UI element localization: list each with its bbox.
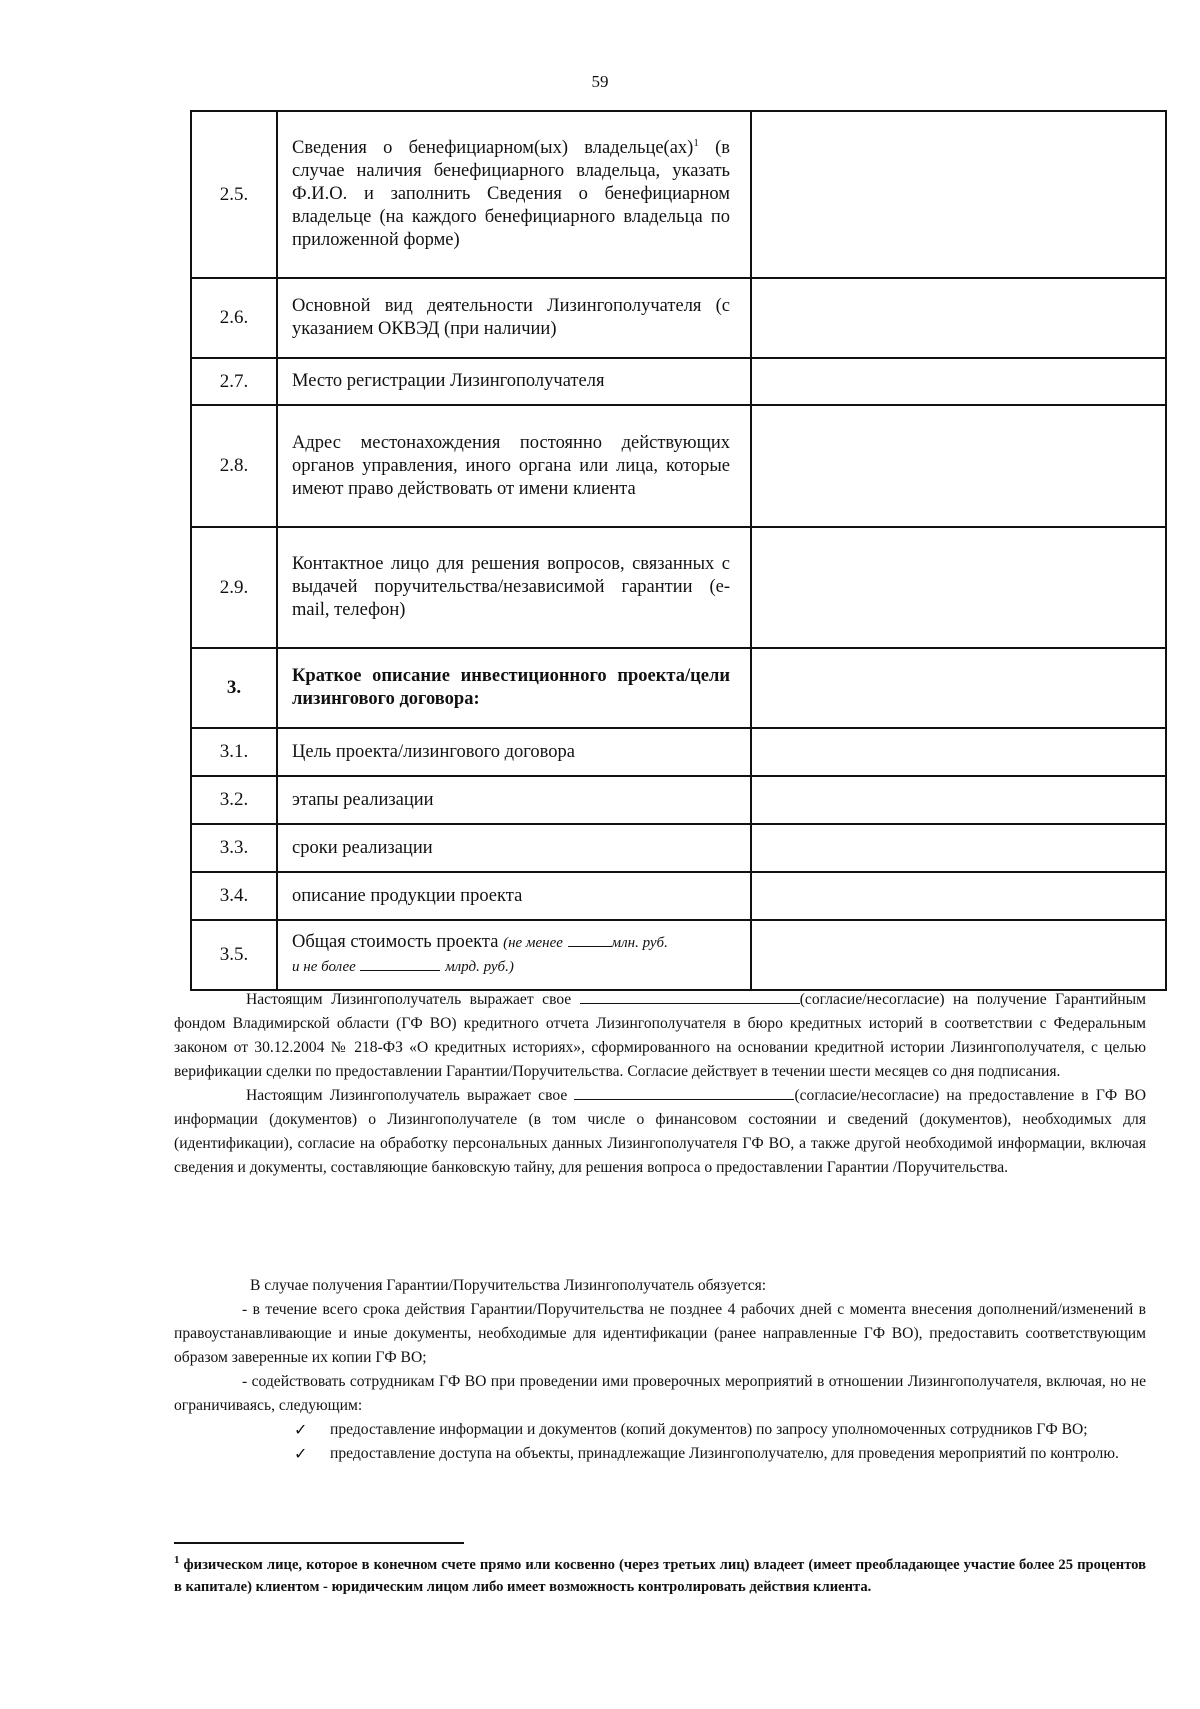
row-label: Адрес местонахождения постоянно действующих органов управления, иного органа или лица, которые имеют право действовать от имени клиента: [277, 405, 751, 527]
amount-blank[interactable]: [568, 932, 612, 947]
consent-paragraph-2: Настоящим Лизингополучатель выражает свое (согласие/несогласие) на предоставление в ГФ ВО информации (документов) о Лизингополучателе (в том числе о финансовом состоянии и сведений (документов), необходимых для (идентификации), согласие на обработку персональных данных Лизингополучателя ГФ ВО, а также другой необходимой информации, включая сведения и документы, составляющие банковскую тайну, для решения вопроса о предоставлении Гарантии /Поручительства.: [174, 1087, 1146, 1176]
checkmark-icon: ✓: [294, 1444, 308, 1463]
row-value-field[interactable]: [751, 278, 1166, 358]
amount-blank[interactable]: [360, 956, 440, 971]
table-row: [191, 111, 1166, 278]
row-number: 3.2.: [191, 776, 277, 824]
table-row: [191, 358, 1166, 405]
footnote: $^1$ физическом лице, которое в конечном счете прямо или косвенно (через третьих лиц) владеет (имеет преобладающее участие более 25 процентов в капитале) клиентом - юридическим лицом либо имеет возможность контролировать действия клиента.: [174, 1554, 1146, 1595]
row-number: 2.8.: [191, 405, 277, 527]
row-value-field[interactable]: [751, 872, 1166, 920]
row-label: Общая стоимость проекта (не менее млн. руб. и не более млрд. руб.): [277, 920, 751, 990]
row-number: 2.5.: [191, 111, 277, 278]
application-table: [190, 110, 1167, 991]
row-label: Контактное лицо для решения вопросов, связанных с выдачей поручительства/независимой гарантии (e-mail, телефон): [277, 527, 751, 648]
row-value-field[interactable]: [751, 776, 1166, 824]
row-label: Сведения о бенефициарном(ых) владельце(ах)$^1$ (в случае наличия бенефициарного владельца, указать Ф.И.О. и заполнить Сведения о бенефициарном владельце (на каждого бенефициарного владельца по приложенной форме): [277, 111, 751, 278]
row-label: Цель проекта/лизингового договора: [277, 728, 751, 776]
row-value-field[interactable]: [751, 405, 1166, 527]
row-label: описание продукции проекта: [277, 872, 751, 920]
row-number: 3.5.: [191, 920, 277, 990]
row-label: сроки реализации: [277, 824, 751, 872]
table-row: [191, 920, 1166, 990]
row-number: 2.9.: [191, 527, 277, 648]
row-value-field[interactable]: [751, 824, 1166, 872]
row-value-field[interactable]: [751, 728, 1166, 776]
obligations-intro: В случае получения Гарантии/Поручительства Лизингополучатель обязуется:: [250, 1277, 767, 1294]
consent-choice-blank[interactable]: [580, 989, 800, 1004]
obligation-item: - в течение всего срока действия Гарантии/Поручительства не позднее 4 рабочих дней с момента внесения дополнений/изменений в правоустанавливающие и иные документы, необходимые для идентификации (ранее направленные ГФ ВО), предоставить соответствующим образом заверенные их копии ГФ ВО;: [174, 1301, 1146, 1366]
obligations-section: [174, 1274, 1146, 1466]
obligation-item: - содействовать сотрудникам ГФ ВО при проведении ими проверочных мероприятий в отношении Лизингополучателя, включая, но не ограничиваясь, следующим:: [174, 1373, 1146, 1414]
consent-paragraph-1: Настоящим Лизингополучатель выражает свое (согласие/несогласие) на получение Гарантийным фондом Владимирской области (ГФ ВО) кредитного отчета Лизингополучателя в бюро кредитных историй в соответствии с Федеральным законом от 30.12.2004 № 218-ФЗ «О кредитных историях», сформированного на основании кредитной истории Лизингополучателя, с целью верификации сделки по предоставлении Гарантии/Поручительства. Согласие действует в течении шести месяцев со дня подписания.: [174, 991, 1146, 1080]
table-row: [191, 776, 1166, 824]
footnote-marker: 1: [174, 1554, 180, 1567]
checkmark-icon: ✓: [294, 1420, 308, 1439]
row-value-field[interactable]: [751, 527, 1166, 648]
consent-section: [174, 988, 1146, 1180]
section-heading: Краткое описание инвестиционного проекта/цели лизингового договора:: [277, 648, 751, 728]
row-number: 3.: [191, 648, 277, 728]
table-row: [191, 278, 1166, 358]
table-row: [191, 527, 1166, 648]
row-number: 2.7.: [191, 358, 277, 405]
row-label: этапы реализации: [277, 776, 751, 824]
row-value-field[interactable]: [751, 648, 1166, 728]
check-list-item: ✓ предоставление информации и документов (копий документов) по запросу уполномоченных сотрудников ГФ ВО;: [294, 1418, 1146, 1442]
consent-choice-blank[interactable]: [574, 1085, 794, 1100]
row-number: 2.6.: [191, 278, 277, 358]
footnote-divider: [174, 1542, 464, 1544]
page-number: 59: [591, 72, 609, 91]
table-row: [191, 728, 1166, 776]
table-row: [191, 405, 1166, 527]
table-row: [191, 824, 1166, 872]
row-label: Основной вид деятельности Лизингополучателя (с указанием ОКВЭД (при наличии): [277, 278, 751, 358]
row-label: Место регистрации Лизингополучателя: [277, 358, 751, 405]
table-row: [191, 648, 1166, 728]
row-number: 3.3.: [191, 824, 277, 872]
row-number: 3.1.: [191, 728, 277, 776]
table-row: [191, 872, 1166, 920]
row-number: 3.4.: [191, 872, 277, 920]
row-value-field[interactable]: [751, 920, 1166, 990]
row-value-field[interactable]: [751, 358, 1166, 405]
footnote-ref: 1: [693, 136, 699, 149]
row-value-field[interactable]: [751, 111, 1166, 278]
check-list-item: ✓ предоставление доступа на объекты, принадлежащие Лизингополучателю, для проведения мероприятий по контролю.: [294, 1442, 1146, 1466]
